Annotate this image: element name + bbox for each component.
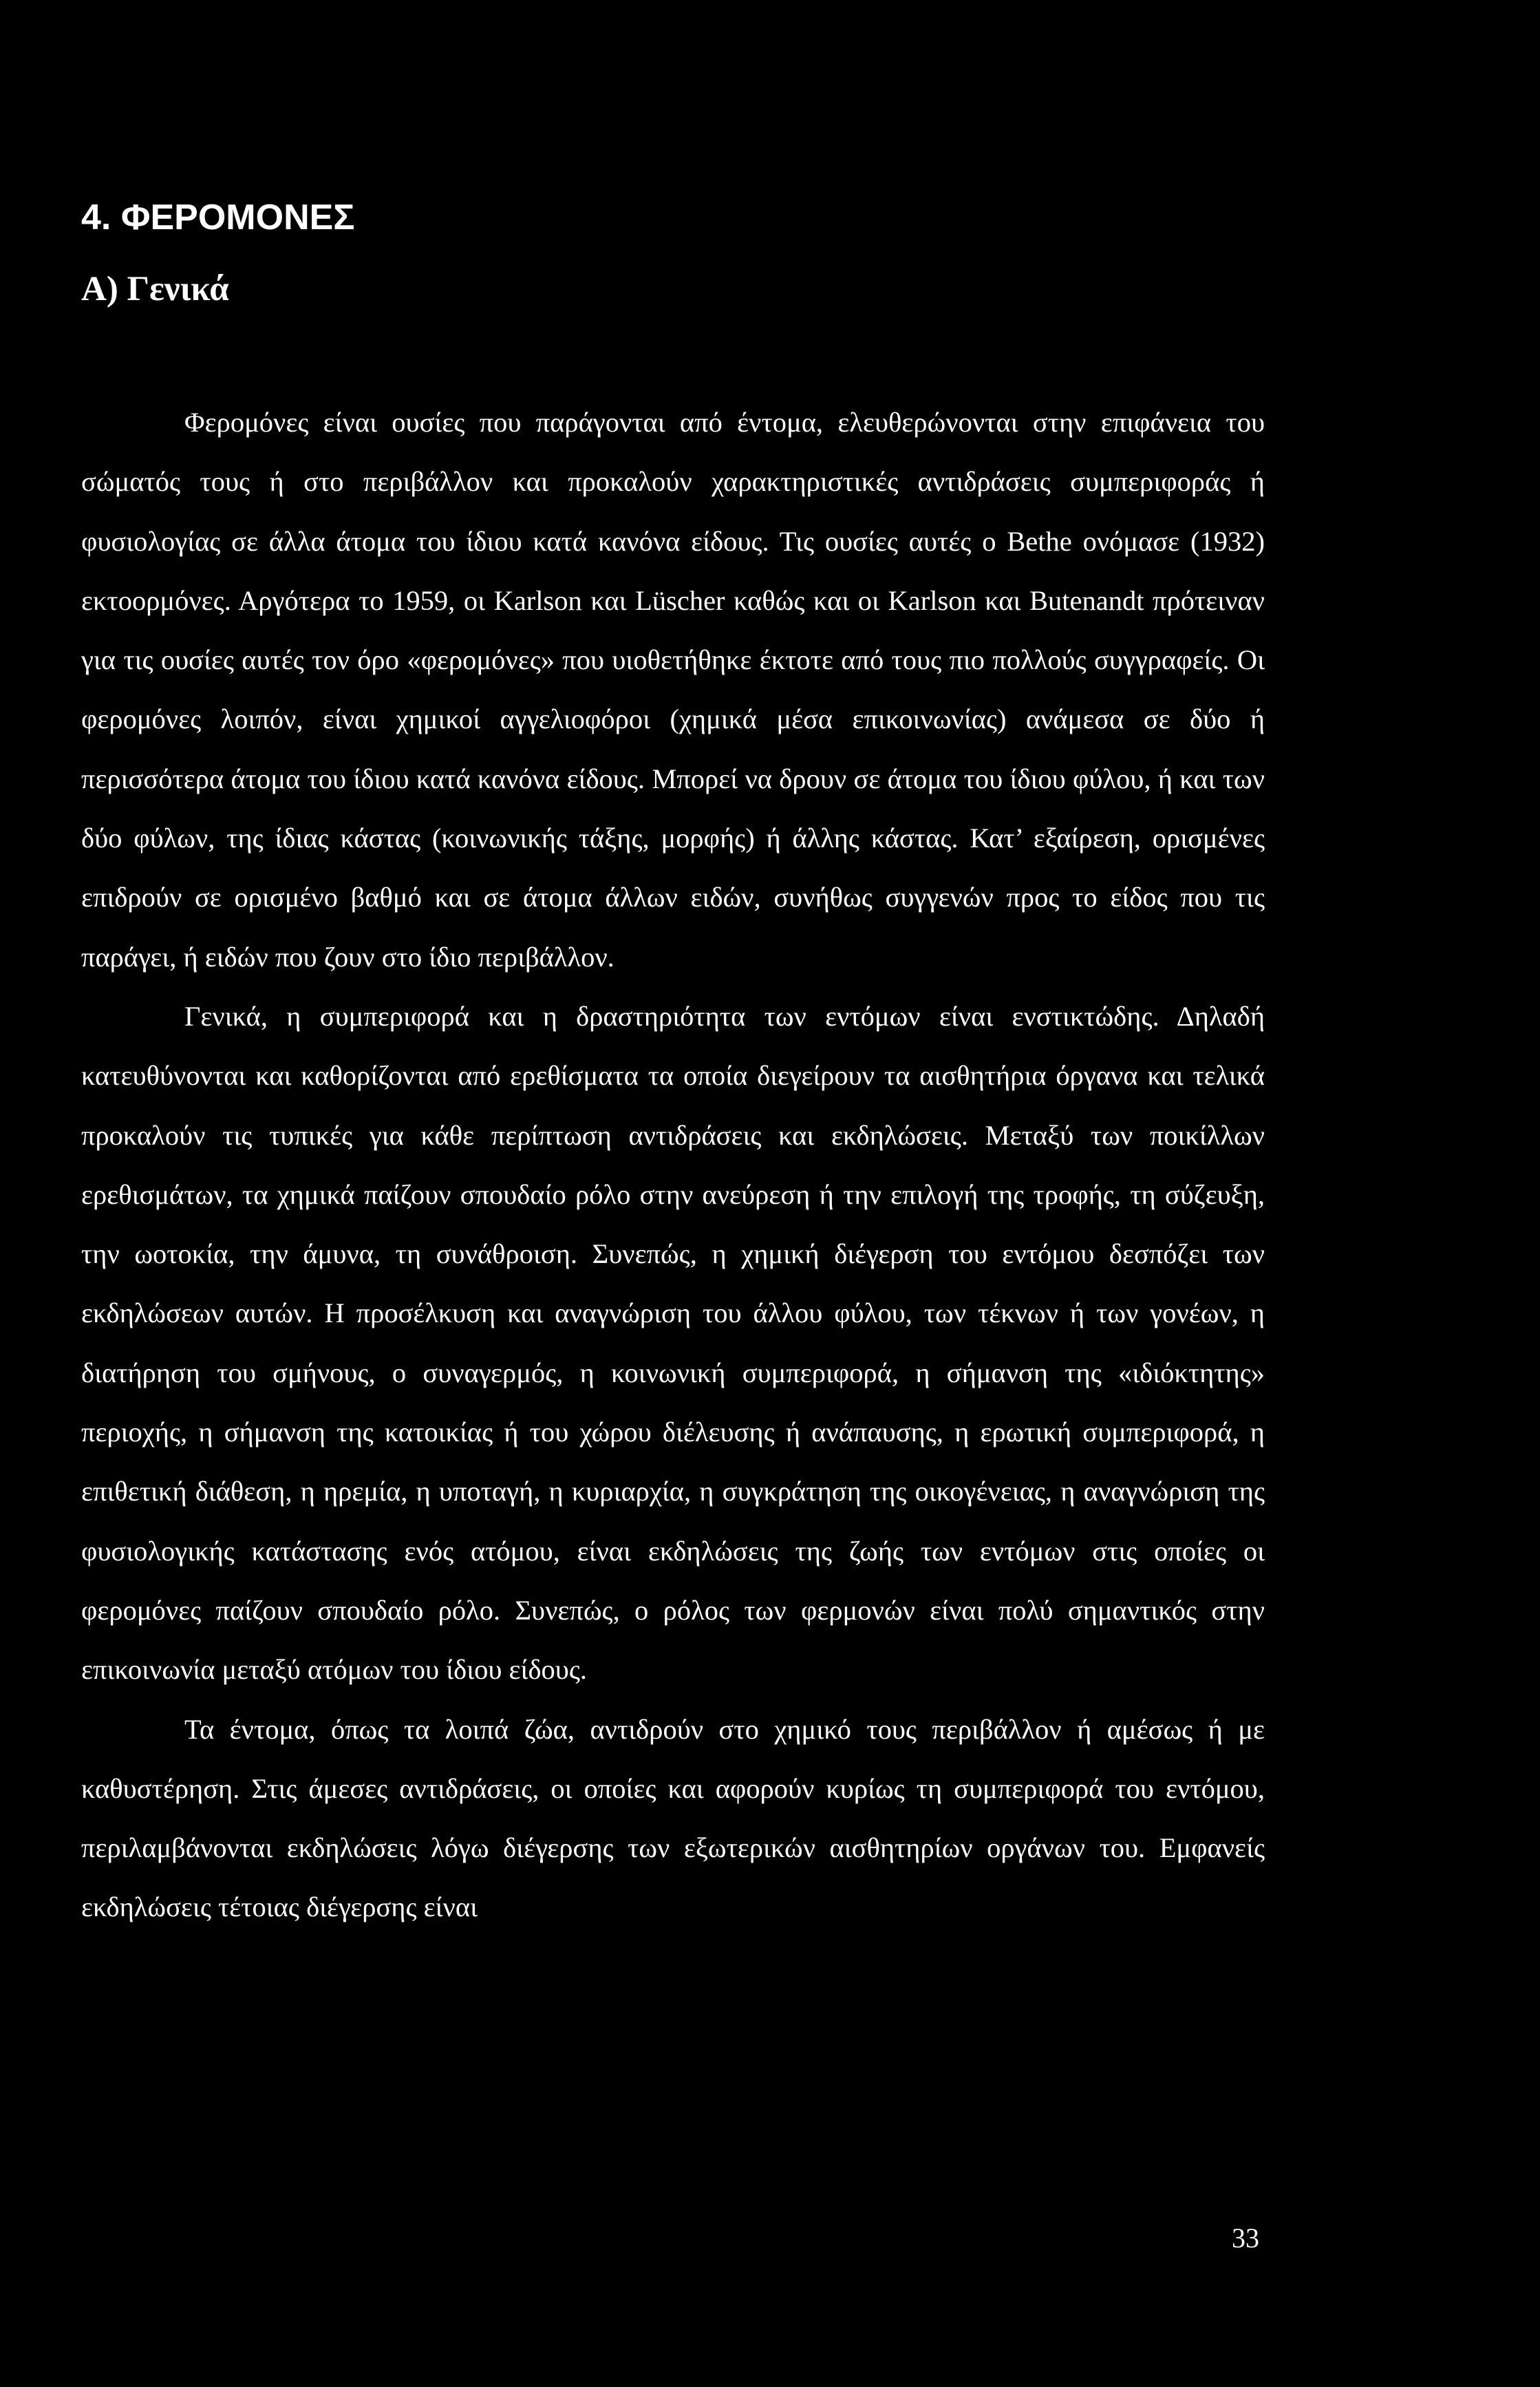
paragraph-behaviour: Γενικά, η συμπεριφορά και η δραστηριότητα των εντόμων είναι ενστικτώδης. Δηλαδή κατευθύνονται και καθορίζονται από ερεθίσματα τα οποία διεγείρουν τα αισθητήρια όργανα και τελικά προκαλούν τις τυπικές για κάθε περίπτωση αντιδράσεις και εκδηλώσεις. Μεταξύ των ποικίλλων ερεθισμάτων, τα χημικά παίζουν σπουδαίο ρόλο στην ανεύρεση ή την επιλογή της τροφής, τη σύζευξη, την ωοτοκία, την άμυνα, τη συνάθροιση. Συνεπώς, η χημική διέγερση του εντόμου δεσπόζει των εκδηλώσεων αυτών. Η προσέλκυση και αναγνώριση του άλλου φύλου, των τέκνων ή των γονέων, η διατήρηση του σμήνους, ο συναγερμός, η κοινωνική συμπεριφορά, η σήμανση της «ιδιόκτητης» περιοχής, η σήμανση της κατοικίας ή του χώρου διέλευσης ή ανάπαυσης, η ερωτική συμπεριφορά, η επιθετική διάθεση, η ηρεμία, η υποταγή, η κυριαρχία, η συγκράτηση της οικογένειας, η αναγνώριση της φυσιολογικής κατάστασης ενός ατόμου, είναι εκδηλώσεις της ζωής των εντόμων στις οποίες οι φερομόνες παίζουν σπουδαίο ρόλο. Συνεπώς, ο ρόλος των φερμονών είναι πολύ σημαντικός στην επικοινωνία μεταξύ ατόμων του ίδιου είδους. bbox=[81, 1000, 1265, 1686]
paragraph-reactions: Τα έντομα, όπως τα λοιπά ζώα, αντιδρούν στο χημικό τους περιβάλλον ή αμέσως ή με καθυστέρηση. Στις άμεσες αντιδράσεις, οι οποίες και αφορούν κυρίως τη συμπεριφορά του εντόμου, περιλαμβάνονται εκδηλώσεις λόγω διέγερσης των εξωτερικών αισθητηρίων οργάνων του. Εμφανείς εκδηλώσεις τέτοιας διέγερσης είναι bbox=[81, 1713, 1265, 1923]
chapter-title: 4. ΦΕΡΟΜΟΝΕΣ bbox=[81, 198, 355, 237]
section-heading: Α) Γενικά bbox=[81, 270, 229, 308]
paragraph-definition: Φερομόνες είναι ουσίες που παράγονται από έντομα, ελευθερώνονται στην επιφάνεια του σώματός τους ή στο περιβάλλον και προκαλούν χαρακτηριστικές αντιδράσεις συμπεριφοράς ή φυσιολογίας σε άλλα άτομα του ίδιου κατά κανόνα είδους. Τις ουσίες αυτές ο Bethe ονόμασε (1932) εκτοορμόνες. Αργότερα το 1959, οι Karlson και Lüscher καθώς και οι Karlson και Butenandt πρότειναν για τις ουσίες αυτές τον όρο «φερομόνες» που υιοθετήθηκε έκτοτε από τους πιο πολλούς συγγραφείς. Οι φερομόνες λοιπόν, είναι χημικοί αγγελιοφόροι (χημικά μέσα επικοινωνίας) ανάμεσα σε δύο ή περισσότερα άτομα του ίδιου κατά κανόνα είδους. Μπορεί να δρουν σε άτομα του ίδιου φύλου, ή και των δύο φύλων, της ίδιας κάστας (κοινωνικής τάξης, μορφής) ή άλλης κάστας. Κατ’ εξαίρεση, ορισμένες επιδρούν σε ορισμένο βαθμό και σε άτομα άλλων ειδών, συνήθως συγγενών προς το είδος που τις παράγει, ή ειδών που ζουν στο ίδιο περιβάλλον. bbox=[81, 407, 1265, 973]
page-number: 33 bbox=[1232, 2222, 1259, 2253]
body-text bbox=[81, 393, 1265, 1938]
